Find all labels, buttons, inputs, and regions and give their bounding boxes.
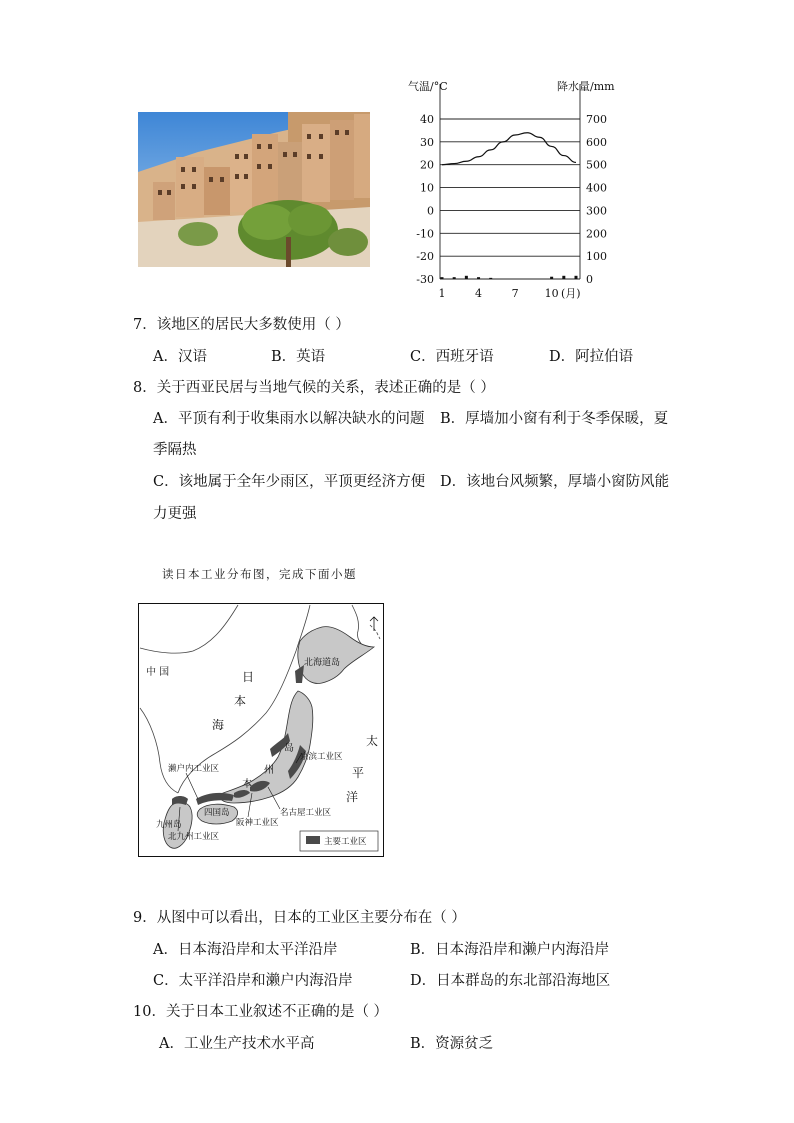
temperature-tick-label: -10 <box>416 227 434 241</box>
temperature-tick-label: 10 <box>420 181 434 195</box>
q8-option-d[interactable]: D．该地台风频繁，厚墙小窗防风能 <box>440 474 670 490</box>
q7-option-a[interactable]: A．汉语 <box>153 349 207 365</box>
precipitation-tick-label: 200 <box>586 227 607 241</box>
precipitation-tick-label: 600 <box>586 135 607 149</box>
precipitation-bar <box>489 278 492 279</box>
q9-option-a[interactable]: A．日本海沿岸和太平洋沿岸 <box>153 942 338 958</box>
temperature-tick-label: -20 <box>416 250 434 264</box>
precipitation-axis-label: 降水量/mm <box>557 80 615 93</box>
q9-option-c[interactable]: C．太平洋沿岸和濑户内海沿岸 <box>153 973 353 989</box>
q10-option-b[interactable]: B．资源贫乏 <box>410 1036 494 1052</box>
temperature-tick-label: -30 <box>416 273 434 286</box>
precipitation-bar <box>550 277 553 279</box>
question-10: 10．关于日本工业叙述不正确的是（ ） <box>133 1004 389 1020</box>
label-sea-ri: 日 <box>242 670 255 684</box>
month-tick-label: 4 <box>475 287 483 300</box>
label-pacific-ping: 平 <box>352 766 365 780</box>
label-keihin: 京滨工业区 <box>300 752 343 762</box>
label-pacific-yang: 洋 <box>346 790 359 804</box>
q8-option-c[interactable]: C．该地属于全年少雨区，平顶更经济方便 <box>153 474 426 490</box>
japan-industry-map <box>138 603 384 857</box>
legend-label: 主要工业区 <box>324 837 367 847</box>
desert-houses-photo <box>138 112 370 267</box>
q8-option-b[interactable]: B．厚墙加小窗有利于冬季保暖，夏 <box>440 411 669 427</box>
label-shikoku: 四国岛 <box>204 808 230 818</box>
label-hanshin: 阪神工业区 <box>236 818 279 828</box>
temperature-tick-label: 30 <box>420 135 434 149</box>
question-7: 7．该地区的居民大多数使用（ ） <box>133 317 350 333</box>
q7-option-b[interactable]: B．英语 <box>271 349 326 365</box>
precipitation-bar <box>441 277 444 279</box>
q10-option-a[interactable]: A．工业生产技术水平高 <box>159 1036 315 1052</box>
label-honshu-ben: 本 <box>242 779 252 790</box>
temperature-axis-label: 气温/°C <box>408 80 448 93</box>
q7-option-c[interactable]: C．西班牙语 <box>410 349 494 365</box>
precipitation-tick-label: 700 <box>586 113 607 126</box>
precipitation-bar <box>562 276 565 279</box>
q9-option-d[interactable]: D．日本群岛的东北部沿海地区 <box>410 973 611 989</box>
label-setouchi: 濑户内工业区 <box>168 764 220 774</box>
temperature-tick-label: 0 <box>427 204 434 218</box>
climate-chart <box>405 74 645 306</box>
precipitation-tick-label: 300 <box>586 204 607 218</box>
temperature-tick-label: 20 <box>420 158 434 172</box>
label-nagoya: 名古屋工业区 <box>280 808 332 818</box>
precipitation-tick-label: 500 <box>586 158 607 172</box>
label-sea-ben: 本 <box>234 694 247 708</box>
question-8: 8．关于西亚民居与当地气候的关系，表述正确的是（ ） <box>133 380 495 396</box>
q8-option-d-cont: 力更强 <box>153 506 197 522</box>
precipitation-tick-label: 100 <box>586 250 607 264</box>
label-honshu-zhou: 州 <box>264 765 274 776</box>
precipitation-bar <box>453 277 456 279</box>
question-9: 9．从图中可以看出，日本的工业区主要分布在（ ） <box>133 910 466 926</box>
desert-stone-houses-photo <box>138 112 370 267</box>
temperature-tick-label: 40 <box>420 113 434 126</box>
precipitation-bar <box>575 276 578 279</box>
label-kyushu: 九州岛 <box>156 820 182 830</box>
q8-option-a[interactable]: A．平顶有利于收集雨水以解决缺水的问题 <box>153 411 425 427</box>
month-tick-label: 1 <box>438 287 446 300</box>
month-tick-label: 7 <box>511 287 519 300</box>
q8-option-b-cont: 季隔热 <box>153 442 197 458</box>
precipitation-bar <box>477 277 480 279</box>
precipitation-tick-label: 400 <box>586 181 607 195</box>
q7-option-d[interactable]: D．阿拉伯语 <box>549 349 634 365</box>
q9-option-b[interactable]: B．日本海沿岸和濑户内海沿岸 <box>410 942 610 958</box>
precipitation-bar <box>465 276 468 279</box>
label-pacific-tai: 太 <box>366 734 379 748</box>
label-china: 中 国 <box>146 667 170 678</box>
map-prompt: 读日本工业分布图，完成下面小题 <box>162 567 357 581</box>
label-kitakyushu: 北九州工业区 <box>168 832 220 842</box>
label-sea-hai: 海 <box>212 718 225 732</box>
temperature-line <box>442 133 576 165</box>
label-hokkaido: 北海道岛 <box>304 658 341 668</box>
label-honshu-dao: 岛 <box>284 743 294 754</box>
month-tick-label: 10 <box>544 287 559 300</box>
x-axis-unit: (月) <box>561 287 581 300</box>
precipitation-tick-label: 0 <box>586 273 593 286</box>
